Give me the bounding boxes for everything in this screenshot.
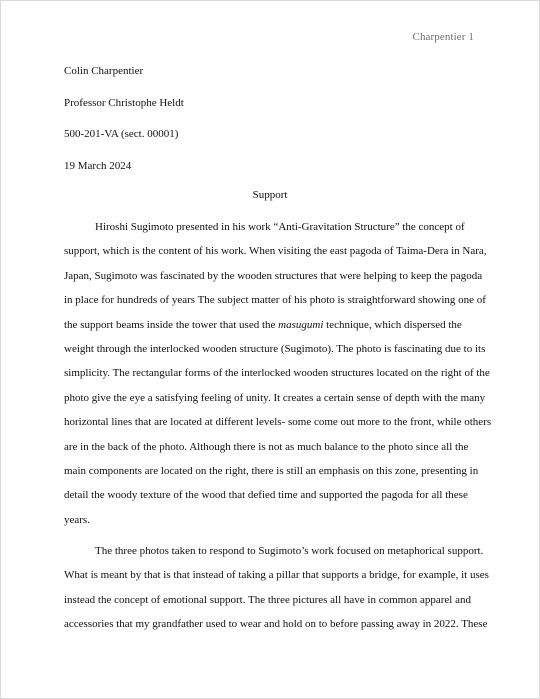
italic-term: masugumi <box>278 318 324 331</box>
running-head: Charpentier 1 <box>412 31 474 43</box>
professor-name: Professor Christophe Heldt <box>64 96 184 109</box>
student-name: Colin Charpentier <box>64 65 144 77</box>
paragraph-line: instead the concept of emotional support. The three pictures all have in common apparel and <box>64 593 471 606</box>
submission-date: 19 March 2024 <box>64 159 132 172</box>
paragraph-line: main components are located on the right, there is still an emphasis on this zone, presenting in <box>64 465 479 478</box>
text-segment: technique, which dispersed the <box>323 318 462 331</box>
paragraph-line: Hiroshi Sugimoto presented in his work “Anti-Gravitation Structure” the concept of <box>95 221 465 233</box>
paragraph-line: The three photos taken to respond to Sugimoto’s work focused on metaphorical support. <box>95 545 484 557</box>
paragraph-line-with-italic <box>64 313 479 337</box>
paragraph-line: years. <box>64 513 90 526</box>
heading-block <box>64 61 484 187</box>
paragraph-line: photo give the eye a satisfying feeling of unity. It creates a certain sense of depth with the many <box>64 391 486 404</box>
paragraph-line: What is meant by that is that instead of taking a pillar that supports a bridge, for example, it uses <box>64 569 489 582</box>
paragraph-line: are in the back of the photo. Although there is not as much balance to the photo since all the <box>64 440 469 453</box>
paragraph-line: detail the woody texture of the wood that defied time and supported the pagoda for all these <box>64 489 468 502</box>
course-code: 500-201-VA (sect. 00001) <box>64 128 179 140</box>
paragraph-1 <box>64 215 492 532</box>
paragraph-line: accessories that my grandfather used to wear and hold on to before passing away in 2022. These <box>64 618 488 631</box>
paragraph-line: in place for hundreds of years The subject matter of his photo is straightforward showing one of <box>64 294 486 307</box>
essay-title: Support <box>252 189 288 201</box>
paragraph-line: simplicity. The rectangular forms of the interlocked wooden structures located on the right of the <box>64 367 490 380</box>
paragraph-line: support, which is the content of his work. When visiting the east pagoda of Taima-Dera in Nara, <box>64 245 487 258</box>
paragraph-line: horizontal lines that are located at different levels- some come out more to the front, while others <box>64 416 492 429</box>
paragraph-line: weight through the interlocked wooden structure (Sugimoto). The photo is fascinating due to its <box>64 343 486 356</box>
text-segment: the support beams inside the tower that used the <box>64 318 279 331</box>
paragraph-line: Japan, Sugimoto was fascinated by the wooden structures that were helping to keep the pagoda <box>64 269 483 282</box>
paragraph-2 <box>64 539 489 637</box>
